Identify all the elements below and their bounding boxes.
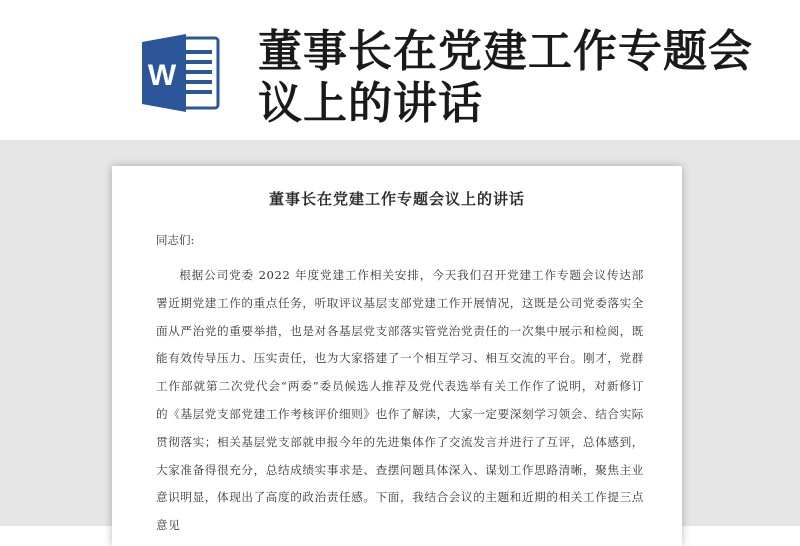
word-document-icon — [142, 32, 222, 114]
document-title: 董事长在党建工作专题会议上的讲话 — [268, 190, 525, 208]
banner-title: 董事长在党建工作专题会议上的讲话 — [258, 26, 753, 129]
word-icon-letter: W — [147, 59, 177, 92]
document-salutation: 同志们: — [156, 233, 195, 247]
banner — [0, 0, 800, 140]
document-paragraph: 根据公司党委 2022 年度党建工作相关安排，今天我们召开党建工作专题会议传达部署近期党建工作的重点任务，听取评议基层支部党建工作开展情况，这既是公司党委落实全面从严治党的重要举措，也是对各基层党支部落实管党治党责任的一次集中展示和检阅，既能有效传导压力、压实责任，也为大家搭建了一个相互学习、相互交流的平台。刚才，党群工作部就第二次党代会“两委”委员候选人推荐及党代表选举有关工作作了说明，对新修订的《基层党支部党建工作考核评价细则》也作了解读，大家一定要深刻学习领会、结合实际贯彻落实；相关基层党支部就申报今年的先进集体作了交流发言并进行了互评，总体感到，大家准备得很充分，总结成绩实事求是、查摆问题具体深入、谋划工作思路清晰，聚焦主业意识明显，体现出了高度的政治责任感。下面，我结合会议的主题和近期的相关工作提三点意见 — [156, 268, 644, 533]
document-page — [112, 166, 682, 546]
